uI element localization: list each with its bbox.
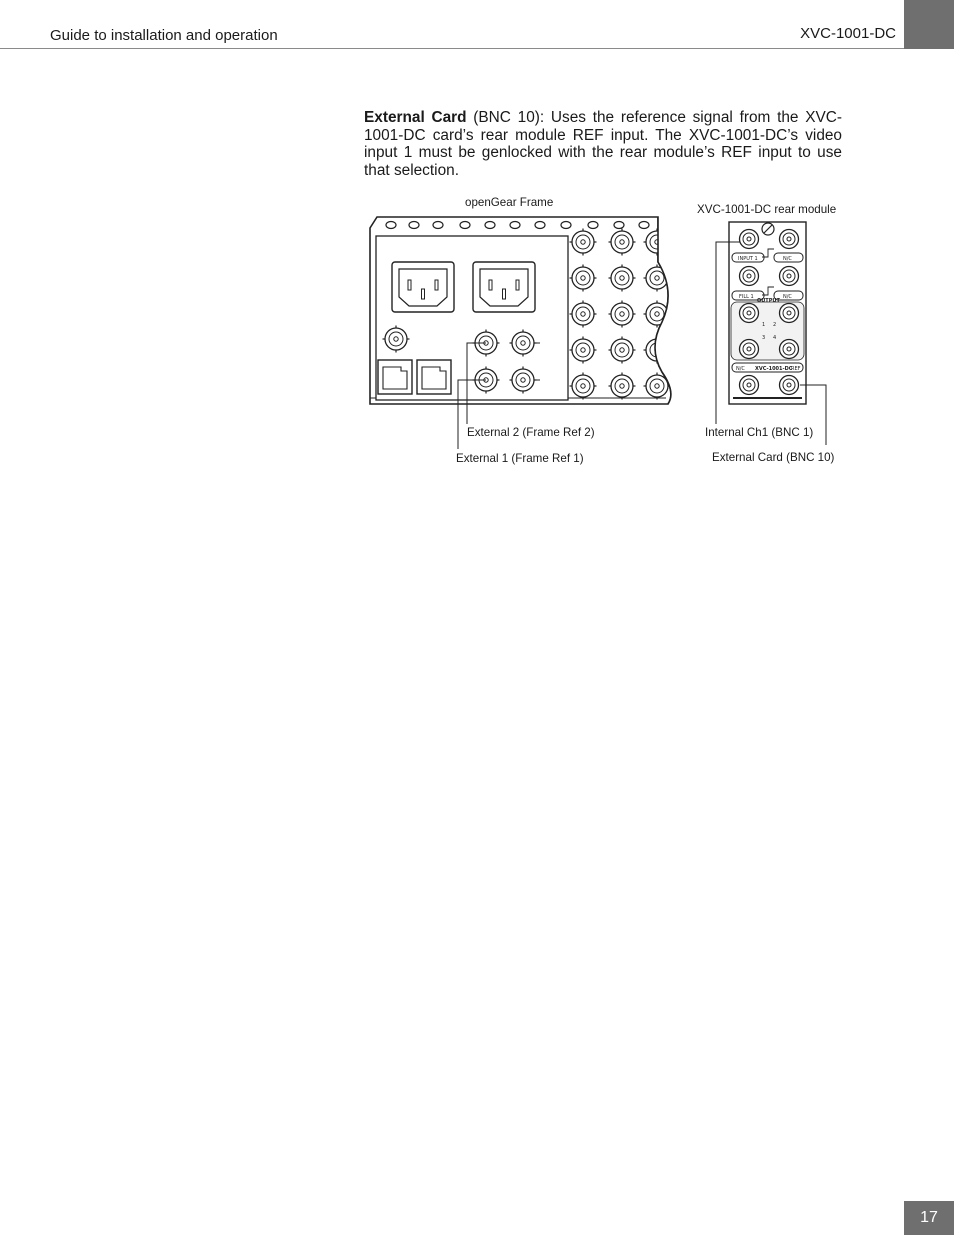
external2-callout: External 2 (Frame Ref 2) bbox=[467, 426, 595, 439]
module-label-nc-bottom: N/C bbox=[736, 366, 745, 372]
rear-module-caption: XVC-1001-DC rear module bbox=[697, 203, 837, 216]
module-nc-bnc-bottom bbox=[740, 376, 759, 395]
power-socket-left bbox=[392, 262, 454, 312]
external1-callout: External 1 (Frame Ref 1) bbox=[456, 452, 584, 465]
external-card-term: External Card bbox=[364, 109, 467, 126]
module-output2-bnc bbox=[780, 304, 799, 323]
ethernet-port-right bbox=[417, 360, 451, 394]
page-number: 17 bbox=[904, 1201, 954, 1235]
module-label-model: XVC-1001-DC bbox=[755, 366, 793, 372]
module-label-n3: 3 bbox=[762, 335, 766, 341]
reference-source-diagram bbox=[0, 0, 954, 500]
module-label-input1: INPUT 1 bbox=[738, 256, 758, 262]
opengear-frame-caption: openGear Frame bbox=[465, 196, 554, 209]
module-label-nc-top: N/C bbox=[783, 256, 792, 262]
module-output3-bnc bbox=[740, 340, 759, 359]
module-input1-bnc bbox=[740, 230, 759, 249]
module-label-fill1: FILL 1 bbox=[739, 294, 754, 300]
module-label-output: OUTPUT bbox=[757, 298, 780, 304]
module-label-n4: 4 bbox=[773, 335, 777, 341]
module-label-nc-mid: N/C bbox=[783, 294, 792, 300]
opengear-frame bbox=[370, 217, 690, 404]
module-bnc-2 bbox=[780, 230, 799, 249]
power-socket-right bbox=[473, 262, 535, 312]
module-bnc-4 bbox=[780, 267, 799, 286]
module-ref-bnc bbox=[780, 376, 799, 395]
external-card-callout: External Card (BNC 10) bbox=[712, 451, 835, 464]
module-output1-bnc bbox=[740, 304, 759, 323]
external-card-description: (BNC 10): Uses the reference signal from the XVC-1001-DC card’s rear module REF input. The XVC-1001-DC’s video input 1 must be genlocked with the rear module’s REF input to use that selection. bbox=[364, 109, 843, 179]
module-output4-bnc bbox=[780, 340, 799, 359]
module-label-ref: REF bbox=[791, 366, 801, 372]
module-label-n1: 1 bbox=[762, 322, 766, 328]
module-label-n2: 2 bbox=[773, 322, 777, 328]
xvc-rear-module bbox=[729, 222, 806, 404]
module-fill1-bnc bbox=[740, 267, 759, 286]
ethernet-port-left bbox=[378, 360, 412, 394]
internal-ch1-callout: Internal Ch1 (BNC 1) bbox=[705, 426, 814, 439]
header-guide-title: Guide to installation and operation bbox=[50, 27, 278, 44]
header-product-name: XVC-1001-DC bbox=[800, 25, 896, 42]
